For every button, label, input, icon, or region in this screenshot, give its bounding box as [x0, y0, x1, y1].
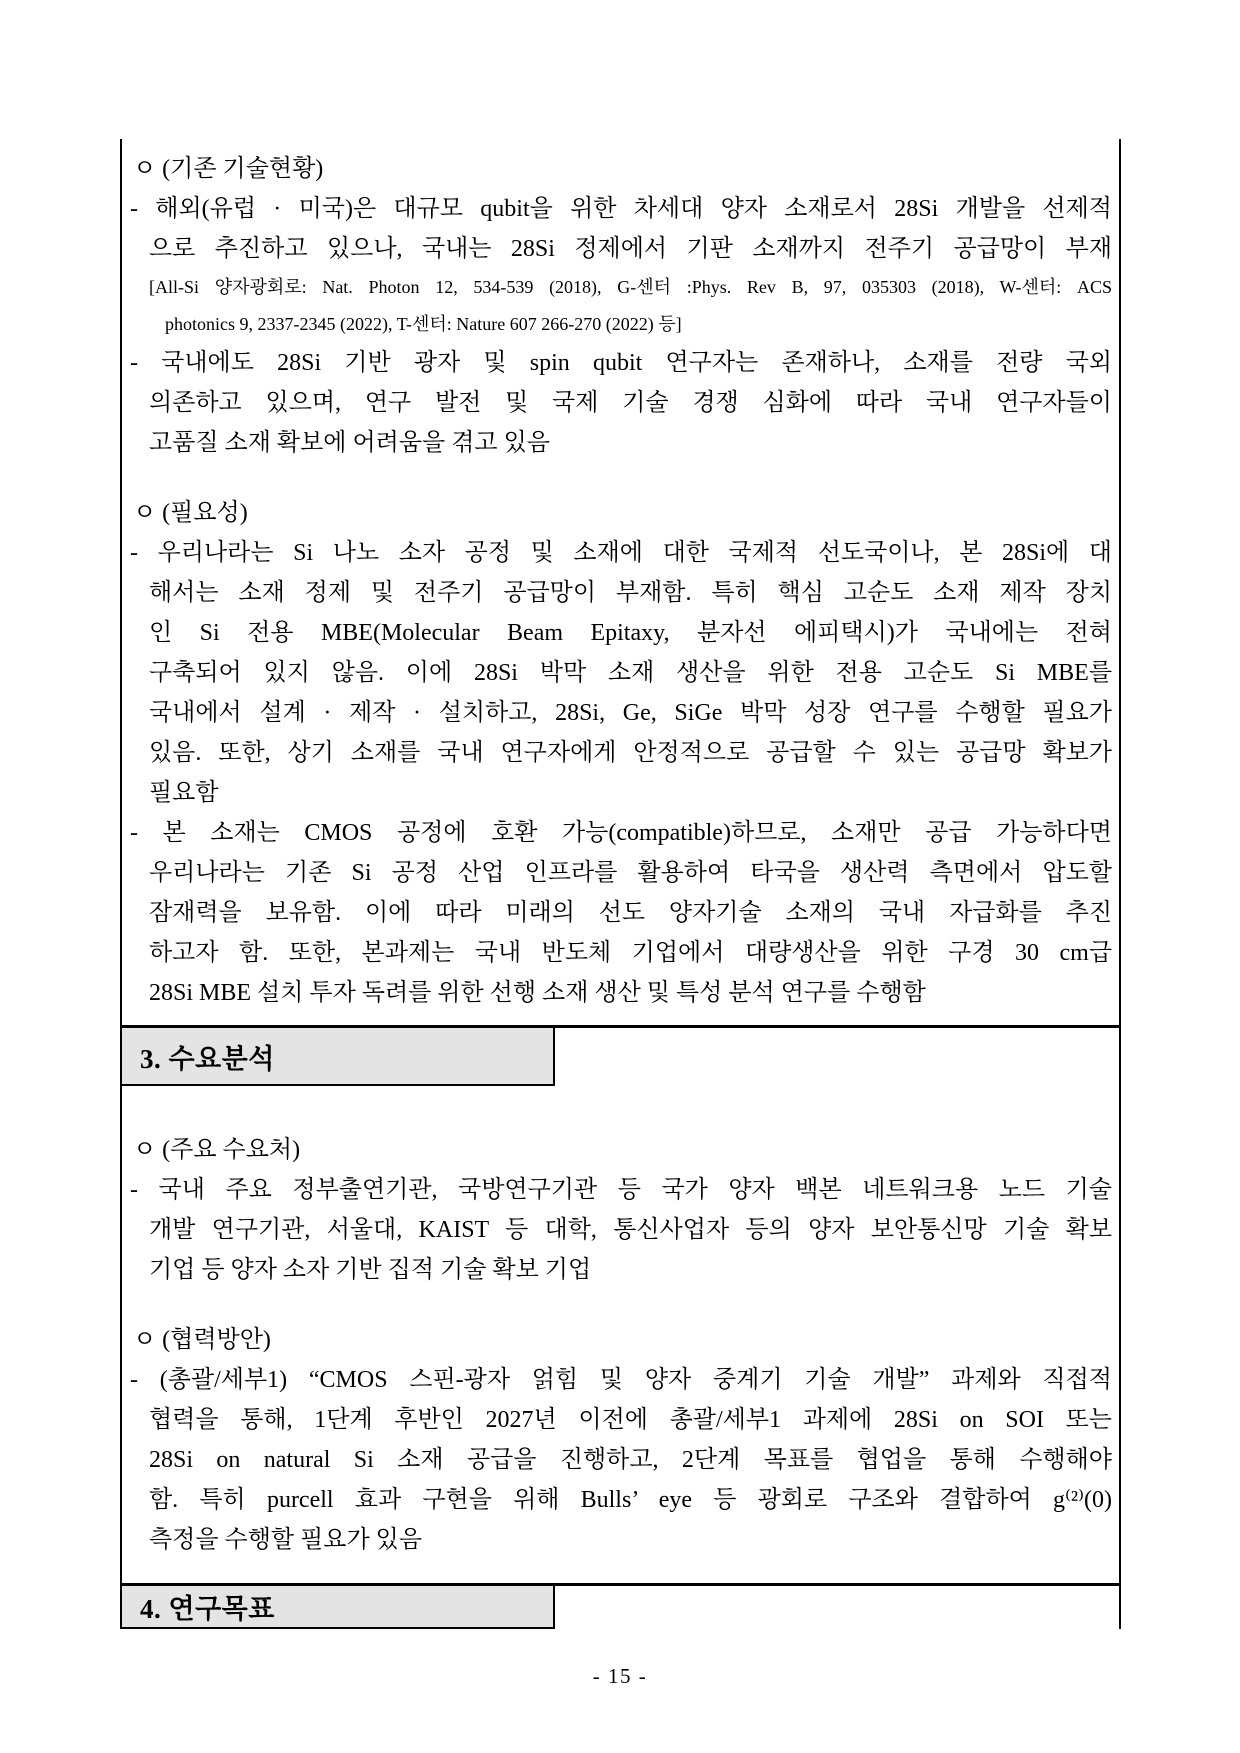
text-line: 해서는 소재 정제 및 전주기 공급망이 부재함. 특히 핵심 고순도 소재 제작 장치: [149, 580, 1112, 606]
blank-line: [122, 463, 1116, 493]
text-line: 28Si on natural Si 소재 공급을 진행하고, 2단계 목표를 협업을 통해 수행해야: [149, 1447, 1112, 1473]
section-3-title: 3. 수요분석: [140, 1043, 275, 1074]
text-line: 구축되어 있지 않음. 이에 28Si 박막 소재 생산을 위한 전용 고순도 Si MBE를: [149, 660, 1112, 686]
text-line: 국내에서 설계 · 제작 · 설치하고, 28Si, Ge, SiGe 박막 성장 연구를 수행할 필요가: [149, 700, 1112, 726]
text-line: 인 Si 전용 MBE(Molecular Beam Epitaxy, 분자선 에피택시)가 국내에는 전혀: [149, 620, 1112, 646]
section-4-header: [122, 1586, 555, 1629]
text-line: 있음. 또한, 상기 소재를 국내 연구자에게 안정적으로 공급할 수 있는 공급망 확보가: [149, 740, 1112, 766]
text-line: 28Si MBE 설치 투자 독려를 위한 선행 소재 생산 및 특성 분석 연구를 수행함: [149, 980, 926, 1006]
text-line: 하고자 함. 또한, 본과제는 국내 반도체 기업에서 대량생산을 위한 구경 30 cm급: [149, 940, 1112, 966]
page-number: - 15 -: [592, 1664, 648, 1688]
text-line: - 국내에도 28Si 기반 광자 및 spin qubit 연구자는 존재하나, 소재를 전량 국외: [130, 350, 1112, 376]
text-line: 의존하고 있으며, 연구 발전 및 국제 기술 경쟁 심화에 따라 국내 연구자들이: [149, 390, 1112, 416]
text-line: 고품질 소재 확보에 어려움을 겪고 있음: [149, 430, 550, 456]
text-line: 우리나라는 기존 Si 공정 산업 인프라를 활용하여 타국을 생산력 측면에서 압도할: [149, 860, 1112, 886]
text-line: [All-Si 양자광회로: Nat. Photon 12, 534-539 (2018), G-센터 :Phys. Rev B, 97, 035303 (2018), W-센터: ACS: [149, 277, 1112, 297]
text-line: - 우리나라는 Si 나노 소자 공정 및 소재에 대한 국제적 선도국이나, 본 28Si에 대: [130, 540, 1112, 566]
section-4-header-row: [122, 1583, 1119, 1629]
section-2-content-cell: [122, 139, 1119, 1025]
section-4-title: 4. 연구목표: [140, 1594, 275, 1624]
text-line: 으로 추진하고 있으나, 국내는 28Si 정제에서 기판 소재까지 전주기 공급망이 부재: [149, 236, 1112, 262]
text-line: - (총괄/세부1) “CMOS 스핀-광자 얽힘 및 양자 중계기 기술 개발” 과제와 직접적: [130, 1367, 1112, 1393]
text-line: 협력을 통해, 1단계 후반인 2027년 이전에 총괄/세부1 과제에 28Si on SOI 또는: [149, 1407, 1112, 1433]
section-3-header: [122, 1028, 555, 1086]
text-line: ㅇ (주요 수요처): [133, 1137, 301, 1163]
text-line: 개발 연구기관, 서울대, KAIST 등 대학, 통신사업자 등의 양자 보안통신망 기술 확보: [149, 1217, 1112, 1243]
text-line: 함. 특히 purcell 효과 구현을 위해 Bulls’ eye 등 광회로 구조와 결합하여 g⁽²⁾(0): [149, 1487, 1112, 1513]
text-line: 측정을 수행할 필요가 있음: [149, 1527, 423, 1553]
text-line: - 해외(유럽 · 미국)은 대규모 qubit을 위한 차세대 양자 소재로서 28Si 개발을 선제적: [130, 196, 1112, 222]
text-line: - 국내 주요 정부출연기관, 국방연구기관 등 국가 양자 백본 네트워크용 노드 기술: [130, 1177, 1112, 1203]
text-line: - 본 소재는 CMOS 공정에 호환 가능(compatible)하므로, 소재만 공급 가능하다면: [130, 820, 1112, 846]
text-line: ㅇ (필요성): [133, 500, 248, 526]
text-line: ㅇ (협력방안): [133, 1327, 271, 1353]
text-line: 기업 등 양자 소자 기반 집적 기술 확보 기업: [149, 1257, 592, 1283]
section-3-content-cell: [122, 1086, 1119, 1583]
blank-line: [122, 1290, 1116, 1320]
proposal-table: [120, 139, 1121, 1629]
text-line: 필요함: [149, 780, 219, 806]
section-3-header-row: [122, 1025, 1119, 1086]
text-line: 잠재력을 보유함. 이에 따라 미래의 선도 양자기술 소재의 국내 자급화를 추진: [149, 900, 1112, 926]
text-line: photonics 9, 2337-2345 (2022), T-센터: Nature 607 266-270 (2022) 등]: [165, 314, 682, 334]
text-line: ㅇ (기존 기술현황): [133, 156, 324, 182]
